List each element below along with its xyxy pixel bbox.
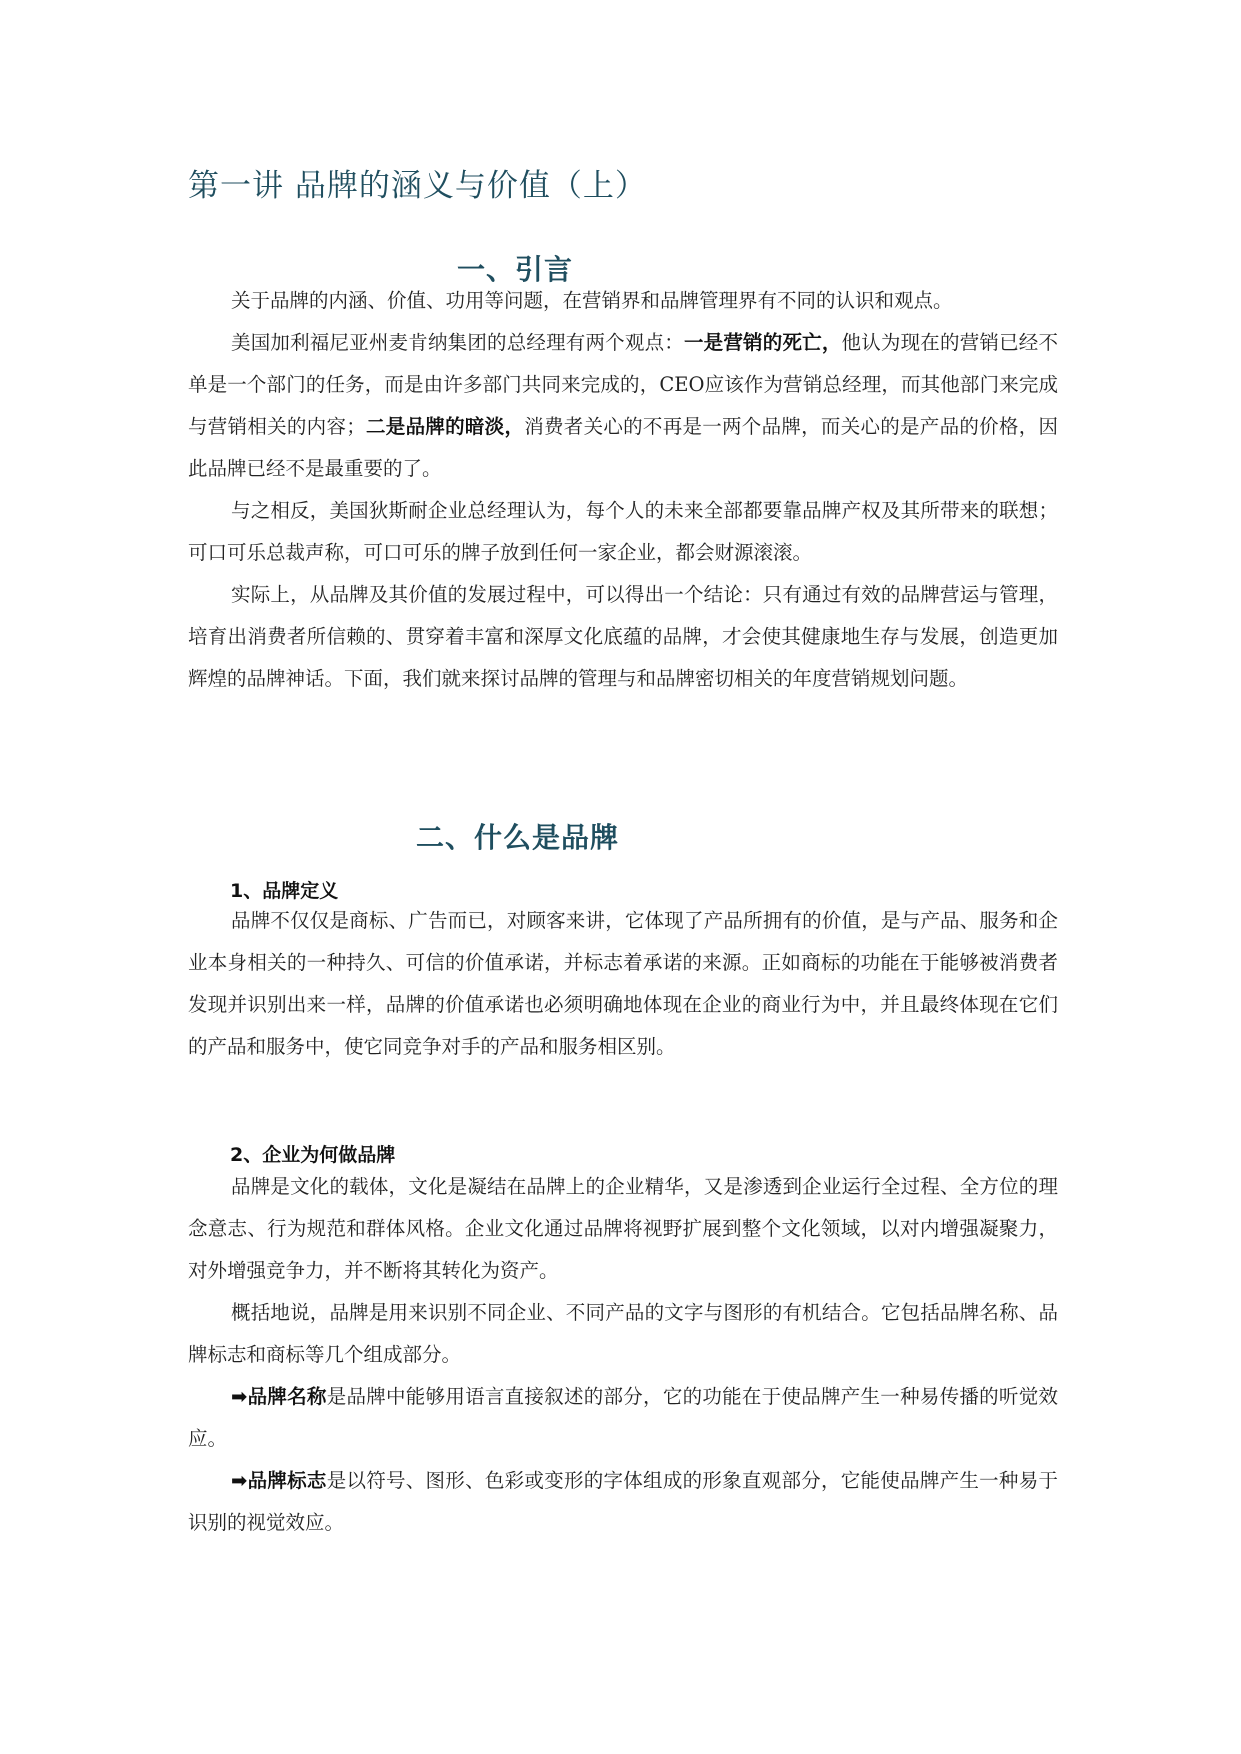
intro-paragraph-4 — [188, 574, 1058, 700]
paragraph-text: 关于品牌的内涵、价值、功用等问题，在营销界和品牌管理界有不同的认识和观点。 — [231, 289, 953, 312]
bold-phrase-brand-fading: 二是品牌的暗淡， — [365, 415, 525, 438]
paragraph-text: 是品牌中能够用语言直接叙述的部分，它的功能在于使品牌产生一种易传播的听觉效应。 — [188, 1385, 1058, 1450]
term-brand-logo: 品牌标志 — [247, 1469, 327, 1492]
subheading-why-brand: 2、企业为何做品牌 — [230, 1144, 396, 1166]
paragraph-text: 概括地说，品牌是用来识别不同企业、不同产品的文字与图形的有机结合。它包括品牌名称、品牌标志和商标等几个组成部分。 — [188, 1301, 1058, 1366]
page-title: 第一讲 品牌的涵义与价值（上） — [188, 168, 647, 204]
intro-paragraph-1 — [188, 280, 1058, 322]
paragraph-text: 品牌是文化的载体，文化是凝结在品牌上的企业精华，又是渗透到企业运行全过程、全方位的理念意志、行为规范和群体风格。企业文化通过品牌将视野扩展到整个文化领域，以对内增强凝聚力，对外增强竞争力，并不断将其转化为资产。 — [188, 1175, 1058, 1282]
paragraph-text: 是以符号、图形、色彩或变形的字体组成的形象直观部分，它能使品牌产生一种易于识别的视觉效应。 — [188, 1469, 1058, 1534]
section-heading-what-is-brand: 二、什么是品牌 — [416, 821, 620, 854]
paragraph-text: 美国加利福尼亚州麦肯纳集团的总经理有两个观点： — [231, 331, 684, 354]
bullet-brand-logo — [188, 1460, 1058, 1544]
bold-phrase-marketing-death: 一是营销的死亡， — [683, 331, 842, 354]
paragraph-text: 品牌不仅仅是商标、广告而已，对顾客来讲，它体现了产品所拥有的价值，是与产品、服务和企业本身相关的一种持久、可信的价值承诺，并标志着承诺的来源。正如商标的功能在于能够被消费者发现并识别出来一样，品牌的价值承诺也必须明确地体现在企业的商业行为中，并且最终体现在它们的产品和服务中，使它同竞争对手的产品和服务相区别。 — [188, 909, 1058, 1058]
section-heading-intro: 一、引言 — [457, 253, 574, 286]
why-brand-paragraph-2 — [188, 1292, 1058, 1376]
why-brand-paragraph-1 — [188, 1166, 1058, 1292]
term-brand-name: 品牌名称 — [247, 1385, 327, 1408]
paragraph-text: 与之相反，美国狄斯耐企业总经理认为，每个人的未来全部都要靠品牌产权及其所带来的联想；可口可乐总裁声称，可口可乐的牌子放到任何一家企业，都会财源滚滚。 — [188, 499, 1058, 564]
intro-paragraph-2 — [188, 322, 1058, 490]
paragraph-text: 他认为现在的营销已经不单是一个部门的任务，而是由许多部门共同来完成的，CEO应该作为营销总经理，而其他部门来完成与营销相关的内容； — [188, 331, 1058, 438]
paragraph-text: 消费者关心的不再是一两个品牌，而关心的是产品的价格，因此品牌已经不是最重要的了。 — [188, 415, 1058, 480]
paragraph-text: 实际上，从品牌及其价值的发展过程中，可以得出一个结论：只有通过有效的品牌营运与管理，培育出消费者所信赖的、贯穿着丰富和深厚文化底蕴的品牌，才会使其健康地生存与发展，创造更加辉煌的品牌神话。下面，我们就来探讨品牌的管理与和品牌密切相关的年度营销规划问题。 — [188, 583, 1058, 690]
arrow-right-icon: ➡ — [231, 1469, 248, 1492]
bullet-brand-name — [188, 1376, 1058, 1460]
definition-paragraph — [188, 900, 1058, 1068]
arrow-right-icon: ➡ — [231, 1385, 248, 1408]
subheading-brand-definition: 1、品牌定义 — [230, 880, 339, 902]
intro-paragraph-3 — [188, 490, 1058, 574]
